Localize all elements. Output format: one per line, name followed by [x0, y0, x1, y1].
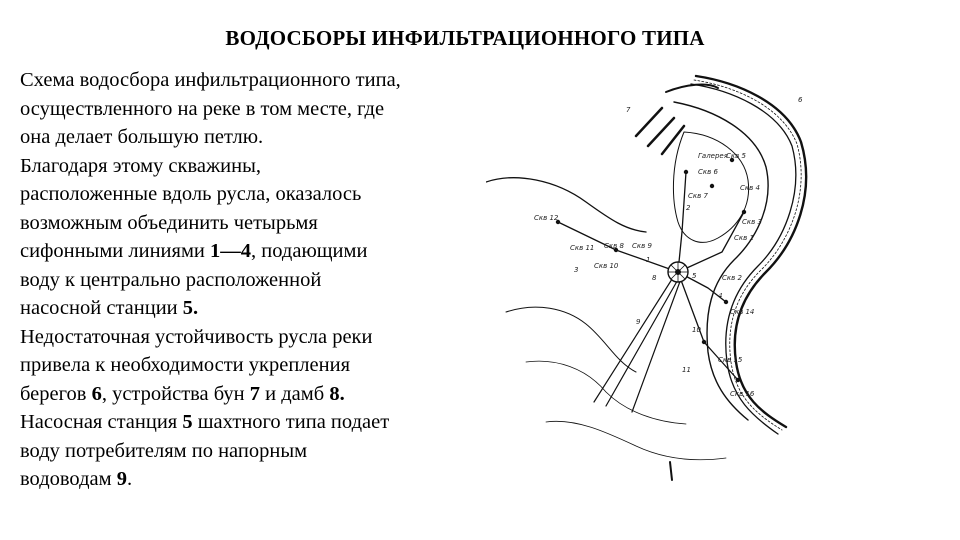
- label-num-10: 10: [692, 326, 701, 334]
- pump-station: [668, 262, 688, 282]
- scheme-drawing: [486, 62, 836, 492]
- text-run-bold: 5: [182, 411, 193, 433]
- text-run-bold: 1—4: [210, 240, 252, 262]
- terrain-contour-2: [546, 421, 726, 460]
- text-run-bold: 7: [249, 382, 261, 405]
- label-num-5: 5: [692, 272, 697, 280]
- river-bank-reinforced: [696, 76, 806, 427]
- text-run: воду к центрально расположенной: [20, 268, 322, 291]
- text-line: [20, 266, 490, 295]
- text-run: осуществленного на реке в том месте, где: [20, 97, 385, 120]
- label-well-15: Скв 15: [718, 356, 743, 364]
- text-run: .: [126, 468, 133, 490]
- label-num-3: 3: [574, 266, 579, 274]
- well-marker-8: [710, 184, 714, 188]
- text-run-bold: 9: [116, 468, 127, 490]
- text-run-bold: 6: [91, 382, 102, 405]
- text-line: [20, 465, 490, 494]
- label-num-11: 11: [682, 366, 691, 374]
- text-line: [20, 323, 490, 352]
- text-run: воду потребителям по напорным: [20, 439, 308, 462]
- text-line: [20, 95, 490, 124]
- wells: [556, 158, 746, 382]
- infiltration-intake-scheme: [486, 62, 836, 492]
- text-run-bold: 5.: [182, 297, 199, 319]
- text-line: [20, 209, 490, 238]
- text-run: насосной станции: [20, 297, 183, 319]
- label-well-6: Скв 6: [698, 168, 718, 176]
- text-line: [20, 380, 490, 409]
- left-shore: [486, 178, 646, 232]
- text-line: [20, 237, 490, 266]
- label-num-2: 2: [686, 204, 691, 212]
- text-run: она делает большую петлю.: [20, 126, 264, 148]
- text-line: [20, 180, 490, 209]
- pressure-conduit-3: [632, 276, 682, 412]
- text-line: [20, 437, 490, 466]
- text-line: [20, 123, 490, 152]
- dam-bottom: [670, 462, 672, 480]
- left-shore-lower: [506, 307, 636, 372]
- text-run: и дамб: [260, 382, 330, 405]
- text-run: берегов: [20, 382, 92, 405]
- text-run: Схема водосбора инфильтрационного типа,: [20, 69, 401, 91]
- siphon-line-2: [678, 172, 686, 272]
- well-marker-2: [684, 170, 688, 174]
- pressure-conduit-1: [594, 276, 674, 402]
- text-run: Насосная станция: [20, 411, 183, 433]
- well-marker-4: [724, 300, 728, 304]
- text-run: Недостаточная устойчивость русла реки: [20, 325, 373, 348]
- slide-title: ВОДОСБОРЫ ИНФИЛЬТРАЦИОННОГО ТИПА: [225, 26, 705, 50]
- label-well-2: Скв 2: [722, 274, 742, 282]
- label-well-11: Скв 11: [570, 244, 595, 252]
- label-gallery: Галерея: [698, 152, 728, 160]
- label-well-9: Скв 9: [632, 242, 652, 250]
- siphon-line-3: [678, 212, 744, 272]
- label-well-4: Скв 4: [740, 184, 760, 192]
- text-run: привела к необходимости укрепления: [20, 354, 351, 376]
- terrain-contour-1: [526, 361, 686, 424]
- text-run: шахтного типа подает: [192, 411, 390, 433]
- text-line: [20, 66, 490, 95]
- text-run-bold: 8.: [329, 382, 345, 405]
- text-line: [20, 294, 490, 323]
- label-num-1: 1: [646, 256, 651, 264]
- label-num-9: 9: [636, 318, 641, 326]
- slide-body-text: [20, 66, 490, 494]
- text-line: [20, 152, 490, 181]
- label-num-7: 7: [626, 106, 631, 114]
- label-well-1: Скв 1: [734, 234, 754, 242]
- text-run: расположенные вдоль русла, оказалось: [20, 183, 362, 205]
- text-run: Благодаря этому скважины,: [20, 154, 261, 177]
- label-well-12: Скв 12: [534, 214, 559, 222]
- pressure-conduit-2: [606, 276, 680, 406]
- label-well-16: Скв 16: [730, 390, 755, 398]
- text-run: водоводам: [20, 468, 117, 490]
- text-line: [20, 351, 490, 380]
- label-well-10: Скв 10: [594, 262, 619, 270]
- text-line: [20, 408, 490, 437]
- label-well-7: Скв 7: [688, 192, 708, 200]
- groyne-1: [636, 108, 662, 136]
- label-well-14: Скв 14: [730, 308, 755, 316]
- label-num-6: 6: [798, 96, 803, 104]
- text-run: , устройства бун: [101, 382, 250, 405]
- label-well-3: Скв 3: [742, 218, 762, 226]
- label-well-5: Скв 5: [726, 152, 746, 160]
- text-run: возможным объединить четырьмя: [20, 211, 318, 234]
- well-marker-3: [742, 210, 746, 214]
- label-num-4: 4: [718, 292, 723, 300]
- text-run: сифонными линиями: [20, 240, 211, 262]
- text-run: , подающими: [251, 240, 368, 262]
- label-well-8: Скв 8: [604, 242, 624, 250]
- label-num-8: 8: [652, 274, 657, 282]
- well-marker-9: [702, 340, 706, 344]
- well-marker-6: [736, 378, 740, 382]
